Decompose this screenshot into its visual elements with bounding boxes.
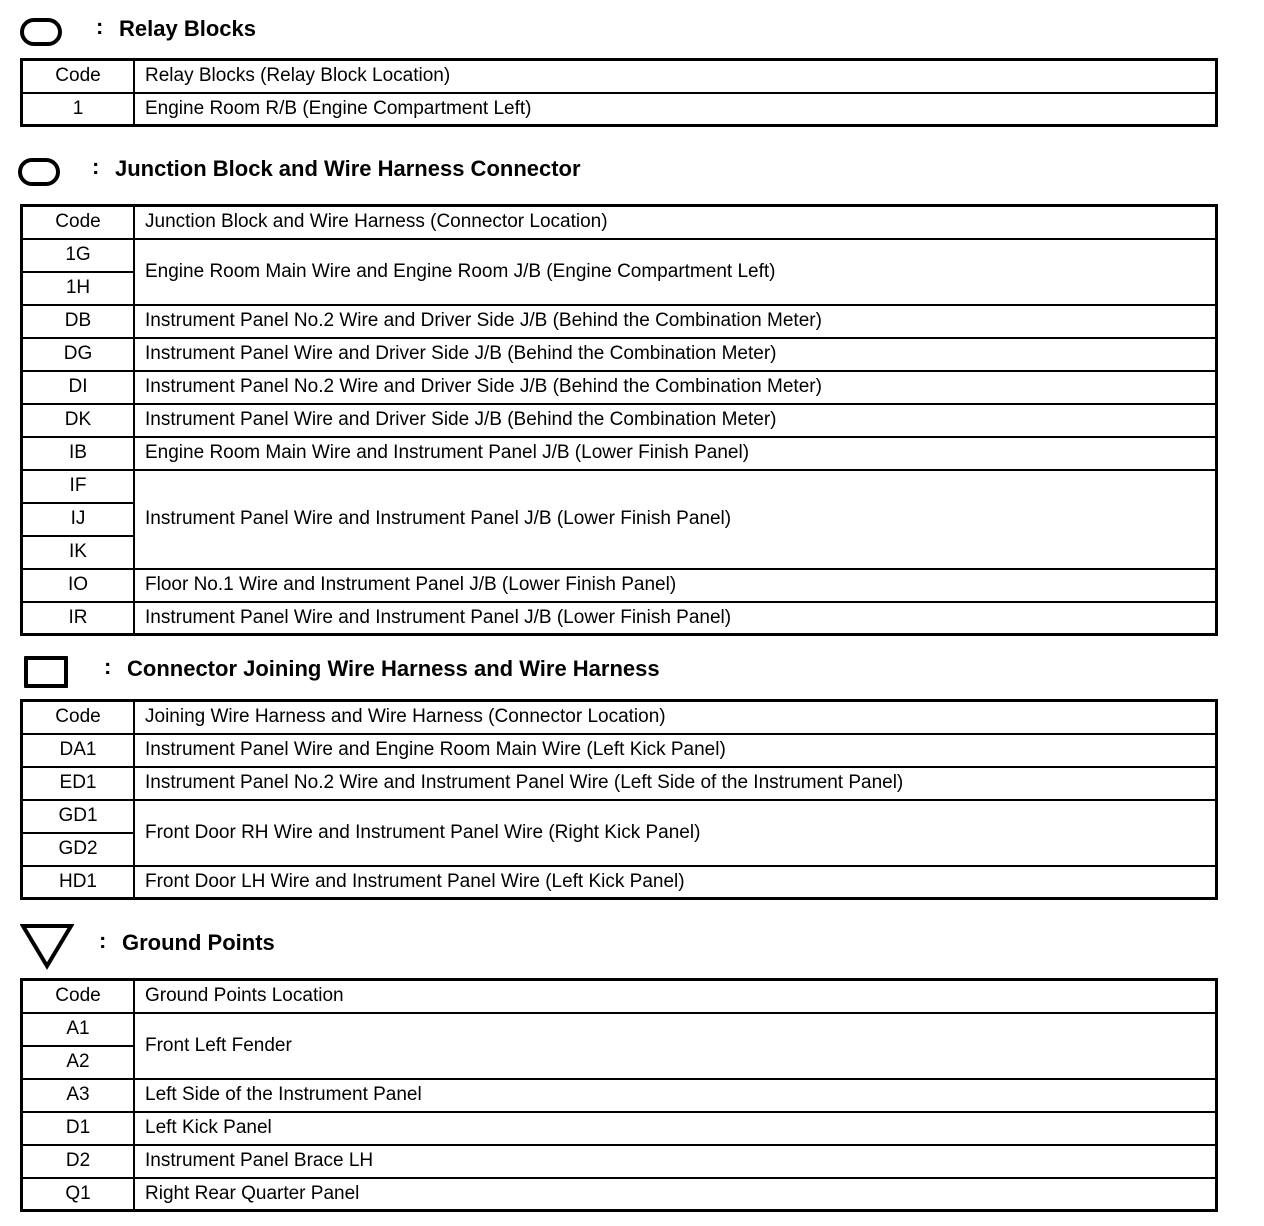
heading-colon: : <box>104 654 112 679</box>
table-row <box>22 1145 1217 1178</box>
header-code: Code <box>22 60 135 93</box>
code-cell: 1H <box>22 272 135 305</box>
desc-cell: Instrument Panel Wire and Driver Side J/B (Behind the Combination Meter) <box>134 404 1217 437</box>
triangle-down-icon <box>20 922 74 970</box>
desc-cell: Front Door RH Wire and Instrument Panel Wire (Right Kick Panel) <box>134 800 1217 866</box>
table-row <box>22 1013 1217 1046</box>
section-title: Connector Joining Wire Harness and Wire Harness <box>127 656 660 681</box>
table-row <box>22 1178 1217 1211</box>
section-title: Junction Block and Wire Harness Connector <box>115 156 581 181</box>
code-cell: GD2 <box>22 833 135 866</box>
rounded-rect-icon <box>20 18 62 46</box>
heading-colon: : <box>99 928 107 953</box>
section-heading-relay-blocks <box>0 10 600 50</box>
desc-cell: Instrument Panel Wire and Engine Room Main Wire (Left Kick Panel) <box>134 734 1217 767</box>
code-cell: IB <box>22 437 135 470</box>
desc-cell: Instrument Panel Brace LH <box>134 1145 1217 1178</box>
table-row <box>22 470 1217 503</box>
header-desc: Junction Block and Wire Harness (Connector Location) <box>134 206 1217 239</box>
section-title: Relay Blocks <box>119 16 256 41</box>
code-cell: DI <box>22 371 135 404</box>
connector-joining-table <box>20 699 1218 900</box>
desc-cell: Left Kick Panel <box>134 1112 1217 1145</box>
code-cell: A2 <box>22 1046 135 1079</box>
code-cell: 1 <box>22 93 135 126</box>
table-row <box>22 734 1217 767</box>
heading-colon: : <box>96 14 104 39</box>
desc-cell: Engine Room Main Wire and Engine Room J/B (Engine Compartment Left) <box>134 239 1217 305</box>
header-code: Code <box>22 206 135 239</box>
table-row <box>22 602 1217 635</box>
header-code: Code <box>22 980 135 1013</box>
desc-cell: Engine Room R/B (Engine Compartment Left) <box>134 93 1217 126</box>
junction-block-table <box>20 204 1218 636</box>
table-row <box>22 800 1217 833</box>
ground-points-table <box>20 978 1218 1212</box>
code-cell: Q1 <box>22 1178 135 1211</box>
desc-cell: Floor No.1 Wire and Instrument Panel J/B (Lower Finish Panel) <box>134 569 1217 602</box>
table-row <box>22 569 1217 602</box>
header-desc: Relay Blocks (Relay Block Location) <box>134 60 1217 93</box>
code-cell: GD1 <box>22 800 135 833</box>
code-cell: IF <box>22 470 135 503</box>
relay-blocks-table <box>20 58 1218 127</box>
table-row <box>22 239 1217 272</box>
desc-cell: Instrument Panel No.2 Wire and Driver Side J/B (Behind the Combination Meter) <box>134 305 1217 338</box>
code-cell: DB <box>22 305 135 338</box>
table-row <box>22 866 1217 899</box>
section-title: Ground Points <box>122 930 275 955</box>
table-header-row <box>22 60 1217 93</box>
desc-cell: Front Door LH Wire and Instrument Panel Wire (Left Kick Panel) <box>134 866 1217 899</box>
code-cell: A3 <box>22 1079 135 1112</box>
header-desc: Joining Wire Harness and Wire Harness (Connector Location) <box>134 701 1217 734</box>
code-cell: ED1 <box>22 767 135 800</box>
table-row <box>22 437 1217 470</box>
desc-cell: Front Left Fender <box>134 1013 1217 1079</box>
desc-cell: Left Side of the Instrument Panel <box>134 1079 1217 1112</box>
code-cell: IK <box>22 536 135 569</box>
section-heading-connector-joining <box>0 650 760 690</box>
section-heading-junction-block <box>0 150 700 190</box>
rect-icon <box>24 656 68 688</box>
code-cell: IO <box>22 569 135 602</box>
code-cell: D1 <box>22 1112 135 1145</box>
code-cell: DK <box>22 404 135 437</box>
desc-cell: Instrument Panel Wire and Driver Side J/B (Behind the Combination Meter) <box>134 338 1217 371</box>
code-cell: DA1 <box>22 734 135 767</box>
table-row <box>22 1079 1217 1112</box>
code-cell: A1 <box>22 1013 135 1046</box>
desc-cell: Instrument Panel No.2 Wire and Instrument Panel Wire (Left Side of the Instrument Panel) <box>134 767 1217 800</box>
table-header-row <box>22 980 1217 1013</box>
table-row <box>22 338 1217 371</box>
code-cell: IJ <box>22 503 135 536</box>
heading-colon: : <box>92 154 100 179</box>
table-header-row <box>22 206 1217 239</box>
desc-cell: Engine Room Main Wire and Instrument Panel J/B (Lower Finish Panel) <box>134 437 1217 470</box>
desc-cell: Instrument Panel Wire and Instrument Panel J/B (Lower Finish Panel) <box>134 602 1217 635</box>
code-cell: IR <box>22 602 135 635</box>
section-heading-ground-points <box>0 920 500 972</box>
table-row <box>22 767 1217 800</box>
header-desc: Ground Points Location <box>134 980 1217 1013</box>
code-cell: D2 <box>22 1145 135 1178</box>
table-row <box>22 93 1217 126</box>
table-row <box>22 371 1217 404</box>
table-header-row <box>22 701 1217 734</box>
desc-cell: Right Rear Quarter Panel <box>134 1178 1217 1211</box>
desc-cell: Instrument Panel No.2 Wire and Driver Side J/B (Behind the Combination Meter) <box>134 371 1217 404</box>
table-row <box>22 404 1217 437</box>
code-cell: DG <box>22 338 135 371</box>
rounded-rect-icon <box>18 158 60 186</box>
table-row <box>22 305 1217 338</box>
code-cell: HD1 <box>22 866 135 899</box>
table-row <box>22 1112 1217 1145</box>
desc-cell: Instrument Panel Wire and Instrument Panel J/B (Lower Finish Panel) <box>134 470 1217 569</box>
code-cell: 1G <box>22 239 135 272</box>
header-code: Code <box>22 701 135 734</box>
